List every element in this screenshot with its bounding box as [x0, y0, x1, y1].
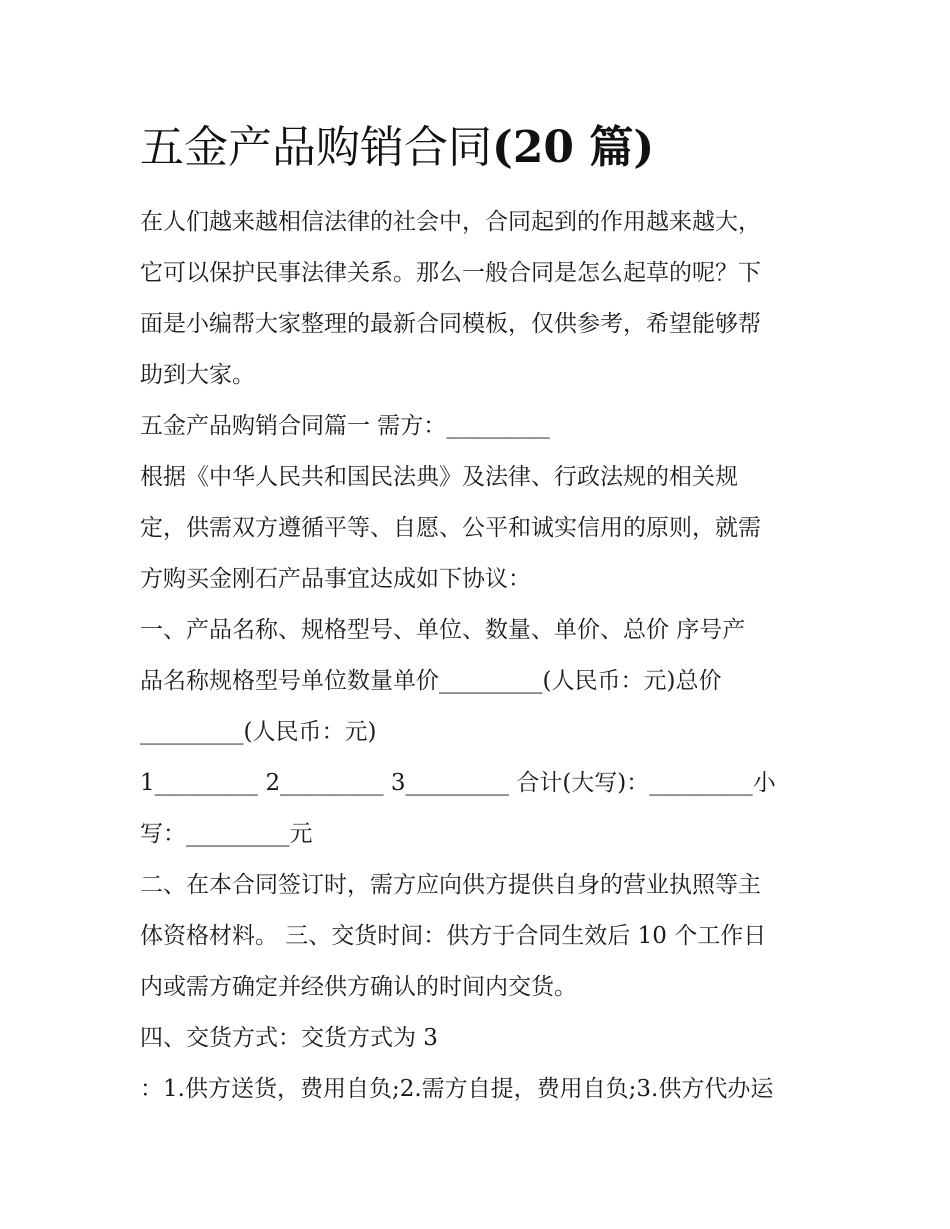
paragraph-line: ：1.供方送货，费用自负;2.需方自提，费用自负;3.供方代办运 [140, 1076, 774, 1102]
paragraph-line: 二、在本合同签订时，需方应向供方提供自身的营业执照等主 [140, 872, 761, 898]
paragraph-line: 五金产品购销合同篇一 需方：_________ [140, 413, 550, 439]
paragraph-line: 根据《中华人民共和国民法典》及法律、行政法规的相关规 [140, 464, 738, 490]
document-body [140, 197, 812, 1115]
paragraph-line: _________(人民币：元) [140, 719, 377, 745]
paragraph-line: 内或需方确定并经供方确认的时间内交货。 [140, 974, 577, 1000]
title-main: 五金产品购销合同 [140, 122, 492, 173]
paragraph-line: 写：_________元 [140, 821, 313, 847]
paragraph-line: 定，供需双方遵循平等、自愿、公平和诚实信用的原则，就需 [140, 515, 761, 541]
paragraph-line: 方购买金刚石产品事宜达成如下协议： [140, 566, 531, 592]
paragraph-line: 面是小编帮大家整理的最新合同模板，仅供参考，希望能够帮 [140, 311, 761, 337]
paragraph-line: 它可以保护民事法律关系。那么一般合同是怎么起草的呢？下 [140, 260, 761, 286]
paragraph-line: 一、产品名称、规格型号、单位、数量、单价、总价 序号产 [140, 617, 746, 643]
paragraph-line: 四、交货方式：交货方式为 3 [140, 1025, 438, 1051]
paragraph-line: 助到大家。 [140, 362, 255, 388]
title-suffix: (20 篇) [492, 122, 655, 173]
paragraph-line: 体资格材料。 三、交货时间：供方于合同生效后 10 个工作日 [140, 923, 767, 949]
paragraph-line: 品名称规格型号单位数量单价_________(人民币：元)总价 [140, 668, 722, 694]
paragraph-line: 在人们越来越相信法律的社会中，合同起到的作用越来越大， [140, 209, 761, 235]
document-title [140, 118, 840, 178]
paragraph-line: 1_________ 2_________ 3_________ 合计(大写)：_________小 [140, 770, 776, 796]
